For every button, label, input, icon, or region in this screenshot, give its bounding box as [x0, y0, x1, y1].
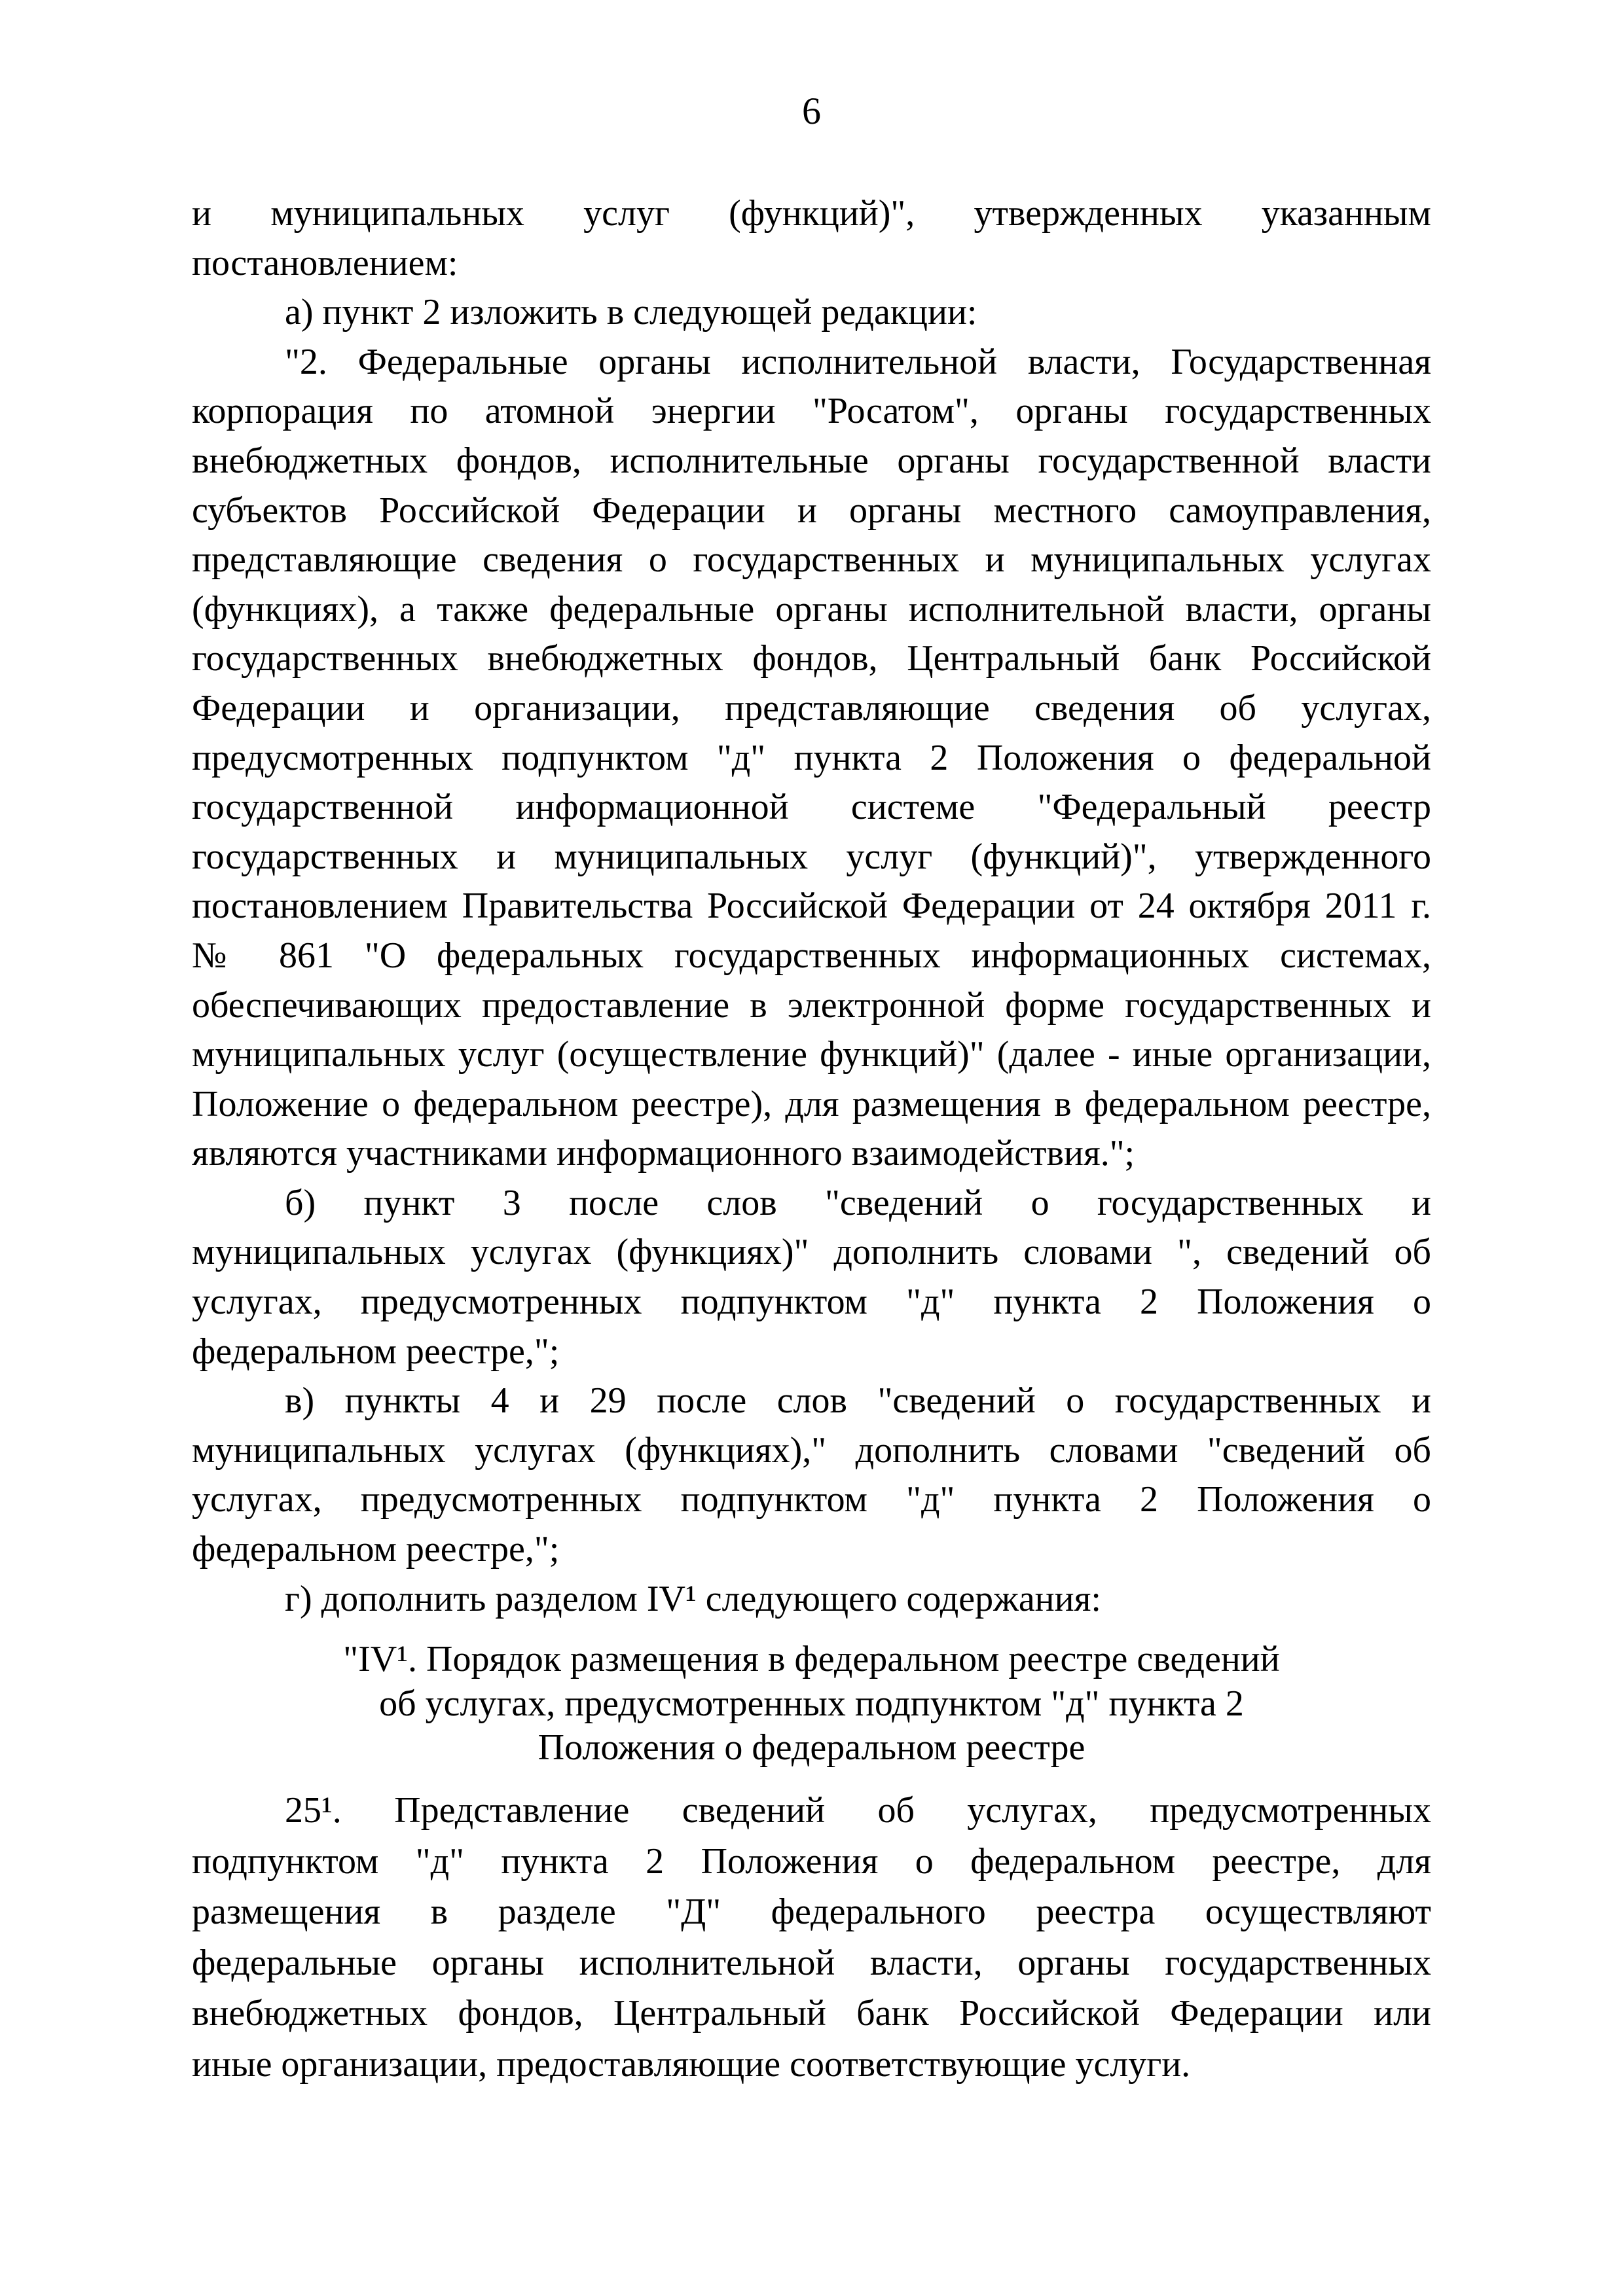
- text-line: федеральные органы исполнительной власти, органы государственных: [192, 1942, 1431, 1983]
- text-line: субъектов Российской Федерации и органы местного самоуправления,: [192, 490, 1431, 531]
- heading-line: об услугах, предусмотренных подпунктом "д" пункта 2: [379, 1683, 1244, 1724]
- text-line: государственных внебюджетных фондов, Центральный банк Российской: [192, 638, 1431, 679]
- text-line: внебюджетных фондов, исполнительные органы государственной власти: [192, 440, 1431, 481]
- text-line: услугах, предусмотренных подпунктом "д" пункта 2 Положения о: [192, 1282, 1431, 1323]
- subpoint-b: б) пункт 3 после слов "сведений о государственных и: [285, 1182, 1431, 1223]
- text-line: предусмотренных подпунктом "д" пункта 2 Положения о федеральной: [192, 737, 1431, 778]
- text-line: размещения в разделе "Д" федерального реестра осуществляют: [192, 1892, 1431, 1932]
- text-line: постановлением Правительства Российской Федерации от 24 октября 2011 г.: [192, 886, 1431, 927]
- text-line: муниципальных услугах (функциях)," дополнить словами "сведений об: [192, 1429, 1431, 1471]
- text-line: федеральном реестре,";: [192, 1529, 560, 1570]
- text-line: постановлением:: [192, 242, 458, 283]
- section-heading: [192, 1638, 1431, 1770]
- text-line: 25¹. Представление сведений об услугах, предусмотренных: [285, 1790, 1431, 1831]
- text-line: и муниципальных услуг (функций)", утвержденных указанным: [192, 193, 1431, 234]
- text-line: представляющие сведения о государственных и муниципальных услугах: [192, 539, 1431, 581]
- text-line: "2. Федеральные органы исполнительной власти, Государственная: [285, 341, 1431, 382]
- text-line: являются участниками информационного взаимодействия.";: [192, 1133, 1135, 1174]
- subpoint-g: г) дополнить разделом IV¹ следующего содержания:: [285, 1578, 1101, 1619]
- text-line: услугах, предусмотренных подпунктом "д" пункта 2 Положения о: [192, 1479, 1431, 1520]
- text-line: № 861 "О федеральных государственных информационных системах,: [192, 935, 1431, 976]
- page-number: 6: [802, 90, 821, 132]
- subpoint-v: в) пункты 4 и 29 после слов "сведений о государственных и: [285, 1380, 1431, 1422]
- text-line: внебюджетных фондов, Центральный банк Российской Федерации или: [192, 1993, 1431, 2034]
- text-line: корпорация по атомной энергии "Росатом", органы государственных: [192, 391, 1431, 432]
- heading-line: Положения о федеральном реестре: [538, 1727, 1085, 1768]
- document-body: [192, 189, 1431, 1624]
- text-line: Положение о федеральном реестре), для размещения в федеральном реестре,: [192, 1083, 1431, 1124]
- subpoint-a: а) пункт 2 изложить в следующей редакции:: [285, 292, 977, 333]
- text-line: федеральном реестре,";: [192, 1331, 560, 1372]
- paragraph-25-1: [192, 1785, 1431, 2090]
- text-line: государственной информационной системе "Федеральный реестр: [192, 787, 1431, 828]
- text-line: подпунктом "д" пункта 2 Положения о федеральном реестре, для: [192, 1840, 1431, 1882]
- text-line: Федерации и организации, представляющие сведения об услугах,: [192, 687, 1431, 728]
- text-line: государственных и муниципальных услуг (функций)", утвержденного: [192, 836, 1431, 877]
- text-line: муниципальных услуг (осуществление функций)" (далее - иные организации,: [192, 1034, 1431, 1075]
- text-line: иные организации, предоставляющие соответствующие услуги.: [192, 2043, 1191, 2085]
- text-line: муниципальных услугах (функциях)" дополнить словами ", сведений об: [192, 1232, 1431, 1273]
- text-line: (функциях), а также федеральные органы исполнительной власти, органы: [192, 588, 1431, 630]
- text-line: обеспечивающих предоставление в электронной форме государственных и: [192, 984, 1431, 1026]
- heading-line: "IV¹. Порядок размещения в федеральном реестре сведений: [343, 1639, 1280, 1679]
